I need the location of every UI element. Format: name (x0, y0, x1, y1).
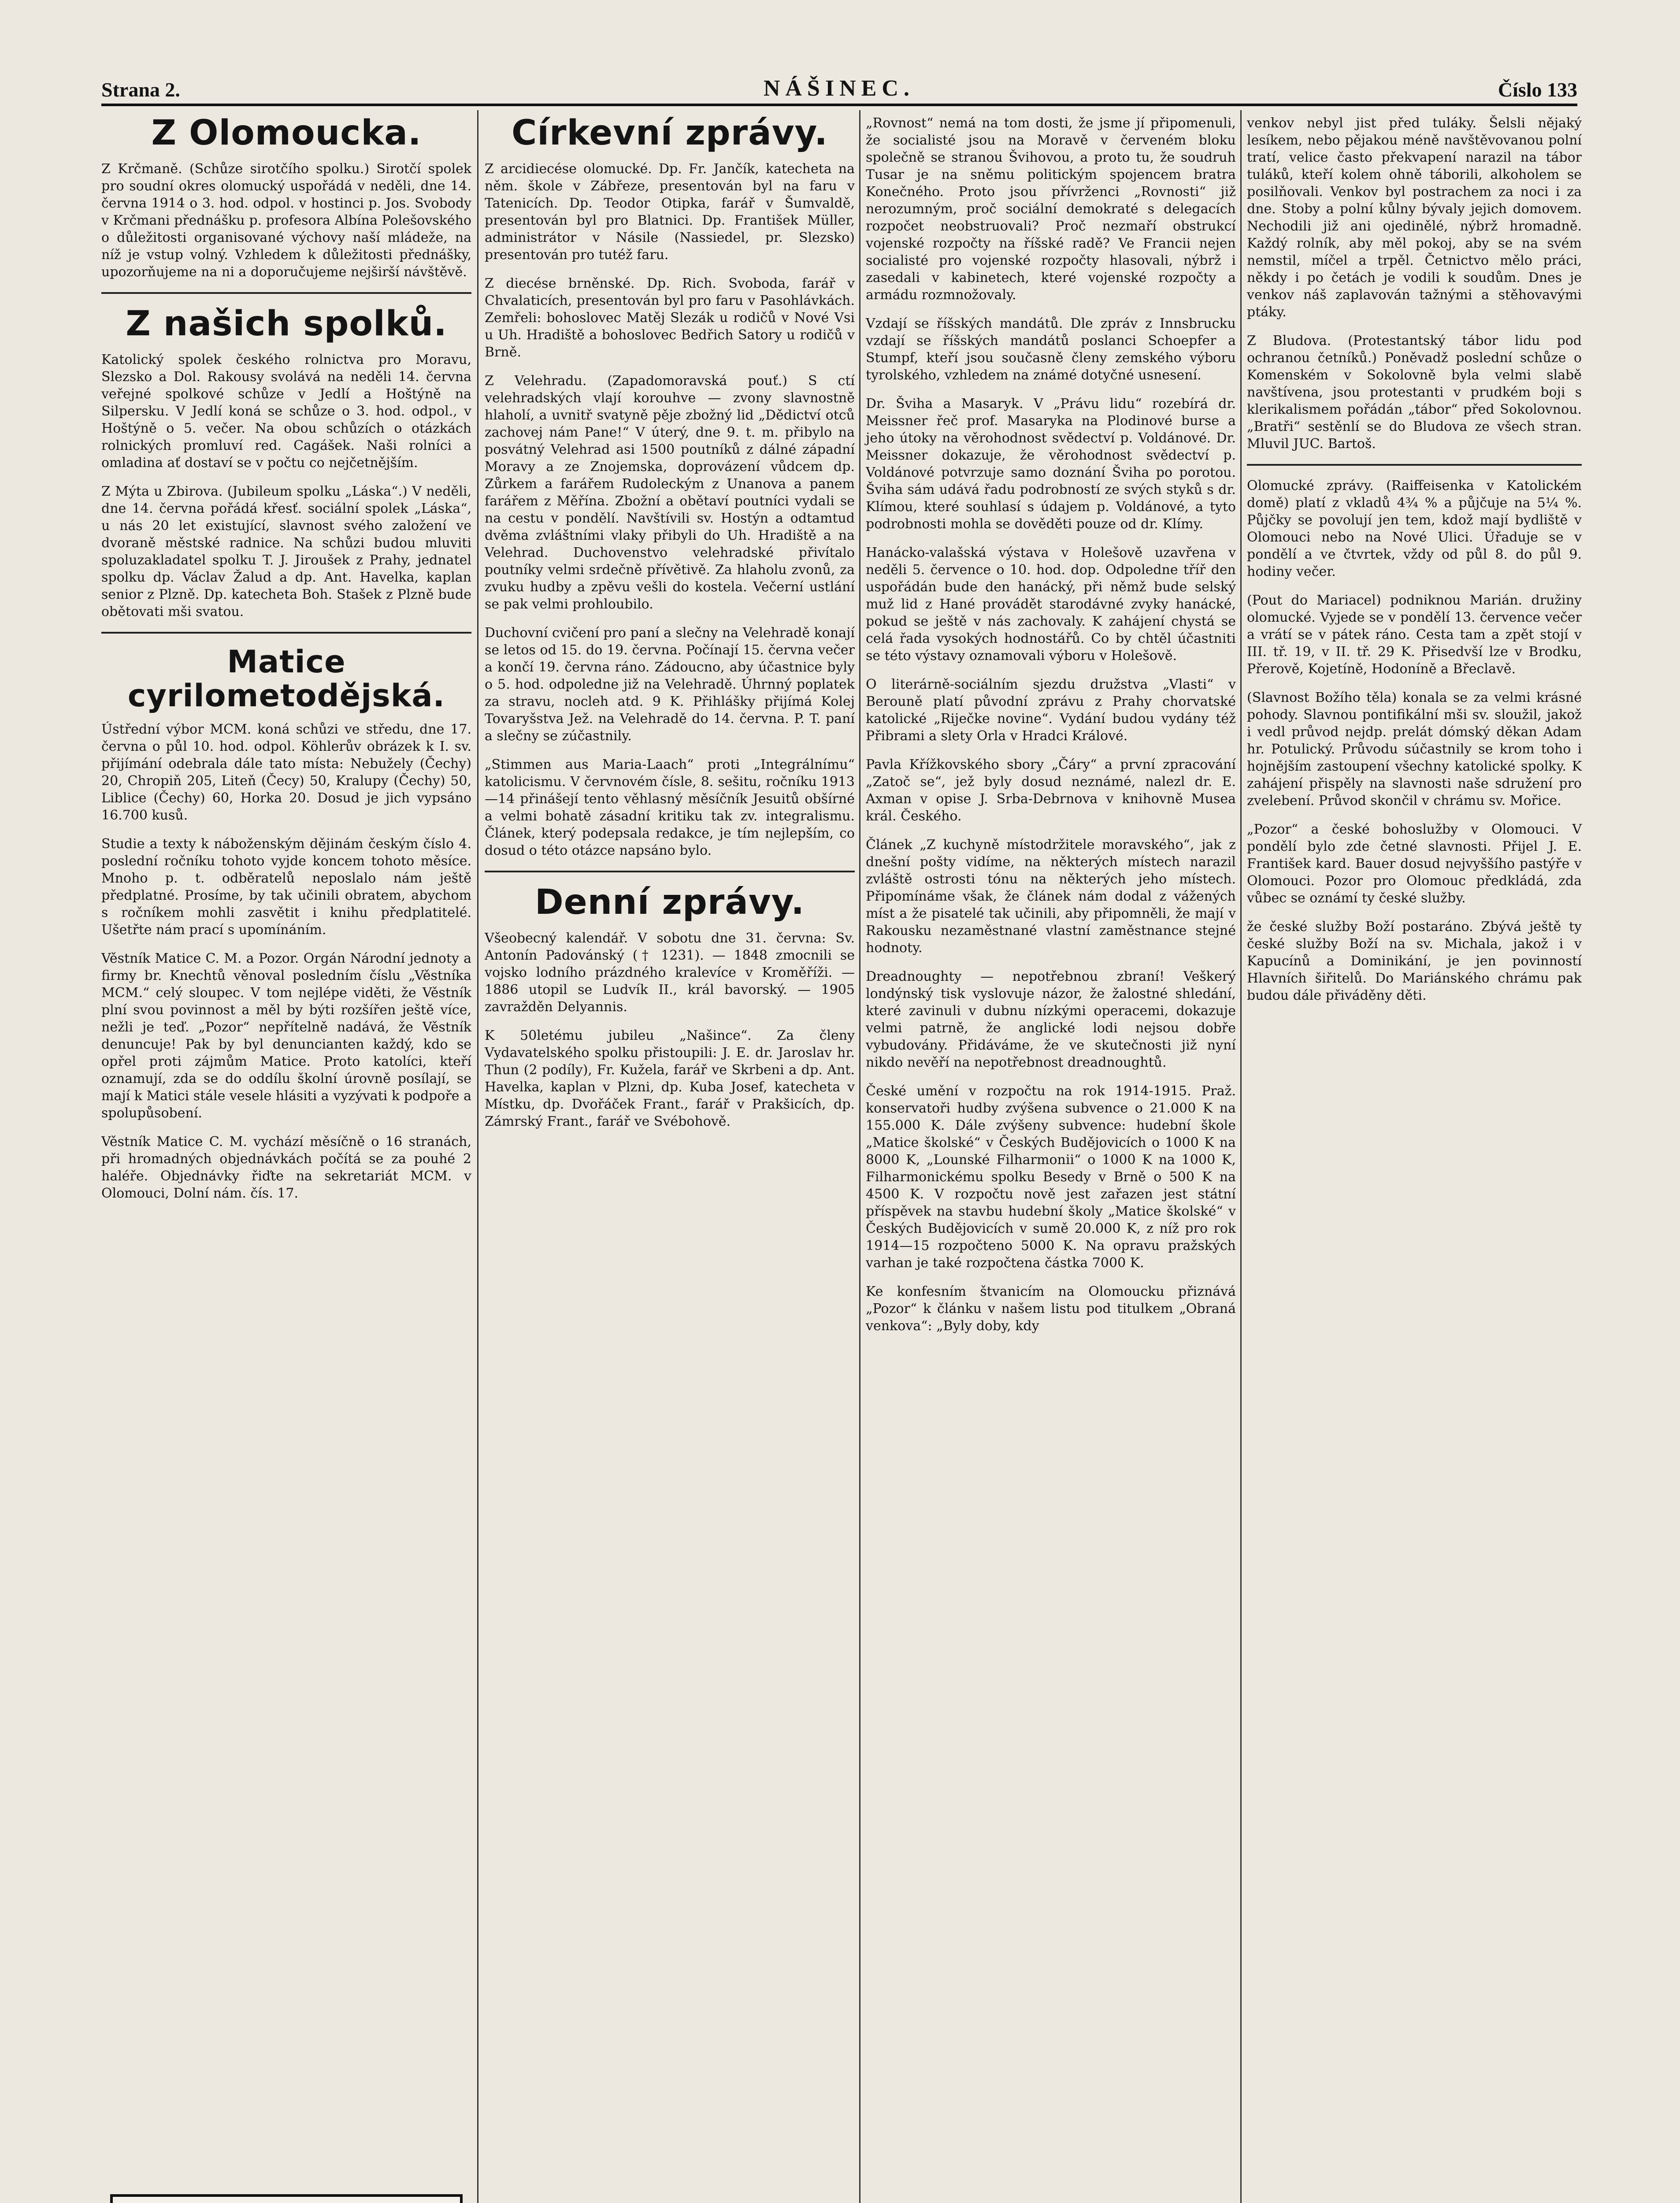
article-pout-mariacel: (Pout do Mariacel) podniknou Marián. družiny olomucké. Vyjede se v pondělí 13. července večer a vrátí se v pátek ráno. Cesta tam a zpět stojí v III. tř. 19, v II. tř. 29 K. Přisedvší lze v Brodku, Přerově, Kojetíně, Hodoníně a Břeclavě. (1247, 593, 1582, 677)
article-mandaty: Vzdají se říšských mandátů. Dle zpráv z Innsbrucku vzdají se říšských mandátů poslanci Schoepfer a Stumpf, kteří jsou současně členy zemského výboru tyrolského, vzhledem na známé dotyčné usnesení. (866, 316, 1236, 383)
article-sviha-masaryk: Dr. Šviha a Masaryk. V „Právu lidu“ rozebírá dr. Meissner řeč prof. Masaryka na Plodinové burse a jeho útoky na věrohodnost svědectví p. Voldánové. Dr. Meissner dokazuje, že věrohodnost svědectví p. Voldánové potvrzuje samo doznání Šviha po porotou. Šviha sám udává řadu podrobností ze svých styků s dr. Klímou, které souhlasí s údajem p. Voldánové, a tyto podrobnosti mohla se dověděti pouze od dr. Klímy. (866, 396, 1236, 532)
column-3 (866, 115, 1236, 1346)
headline-matice: Matice cyrilometodějská. (127, 643, 445, 714)
section-rule (101, 632, 471, 634)
article-ceske-umeni: České umění v rozpočtu na rok 1914-1915. Praž. konservatoři hudby zvýšena subvence o 21.000 K na 155.000 K. Dále zvýšeny subvence: hudební škole „Matice školské“ v Českých Budějovicích o 1000 K na 8000 K, „Lounské Filharmonii“ o 1000 K na 1000 K, Filharmonickému spolku Besedy v Brně o 500 K na 4500 K. V rozpočtu nově jest zařazen jest státní příspěvek na stavbu hudební školy „Matice školské“ v Českých Budějovicích v sumě 20.000 K, z níž pro rok 1914—15 rozpočteno 5000 K. Na opravu pražských varhan je také rozpočtena částka 7000 K. (866, 1083, 1236, 1271)
article-studie-texty: Studie a texty k náboženským dějinám českým číslo 4. poslední ročníku tohoto vyjde koncem tohoto měsíce. Mnoho p. t. odběratelů neposlalo nám ještě předplatné. Prosíme, by tak učinili obratem, abychom s ročníkem mohli zasvětit i knihu předplatitelé. Ušetřte nám prací s upomínáním. (101, 836, 471, 938)
header-rule (101, 104, 1577, 106)
section-rule (101, 292, 471, 294)
bank-advertisement (110, 2194, 463, 2203)
headline-z-nasich-spolku: Z našich spolků. (126, 304, 447, 344)
article-krcmane: Z Krčmaně. (Schůze sirotčího spolku.) Sirotčí spolek pro soudní okres olomucký uspořádá v neděli, dne 14. června 1914 o 3. hod. odpol. v hostinci p. Jos. Svobody v Krčmani přednášku p. profesora Albína Polešovského o důležitosti organisované výchovy naší mládeže, na níž je vstup volný. Vzhledem k důležitosti přednášky, upozorňujeme na ni a doporučujeme nejširší návštěvě. (101, 161, 471, 280)
page-header (101, 66, 1577, 101)
page-number: Strana 2. (101, 78, 180, 101)
section-rule (485, 871, 855, 872)
article-katolicky-spolek: Katolický spolek českého rolnictva pro Moravu, Slezsko a Dol. Rakousy svolává na neděli 14. června veřejné spolkové schůze v Jedlí a Hoštýně na Silpersku. V Jedlí koná se schůze o 3. hod. odpol., v Hoštýně o 5. večer. Na obou schůzích o otázkách rolnických promluví red. Cagášek. Naši rolníci a omladina ať dostaví se v počtu co nejčetnějším. (101, 352, 471, 471)
article-konfesni: Ke konfesním štvanicím na Olomoucku přiznává „Pozor“ k článku v našem listu pod titulkem „Obraná venkova“: „Byly doby, kdy (866, 1284, 1236, 1334)
article-ustredni-vybor: Ústřední výbor MCM. koná schůzi ve středu, dne 17. června o půl 10. hod. odpol. Köhlerův obrázek k I. sv. přijímání odebrala dále tato místa: Nebužely (Čechy) 20, Chropiň 205, Liteň (Čecy) 50, Kralupy (Čechy) 50, Liblice (Čechy) 60, Horka 20. Dosud je jich vypsáno 16.700 kusů. (101, 721, 471, 823)
column-divider (1240, 110, 1242, 2203)
column-2 (485, 115, 855, 1142)
section-rule (1247, 464, 1582, 466)
column-divider (859, 110, 860, 2203)
article-myto-zbirova: Z Mýta u Zbirova. (Jubileum spolku „Láska“.) V neděli, dne 14. června pořádá křesť. sociální spolek „Láska“, u nás 20 let existující, slavnost svého založení ve dvoraně městské radnice. Na schůzi budou mluviti spoluzakladatel spolku T. J. Jiroušek z Prahy, jednatel spolku dp. Václav Žalud a dp. Ant. Havelka, kaplan senior z Plzně. Dp. katecheta Boh. Stašek z Plzně bude obětovati mši svatou. (101, 483, 471, 619)
article-venkov: venkov nebyl jist před tuláky. Šelsli nějaký lesíkem, nebo pějakou méně navštěvovanou polní tratí, velice často překvapení narazil na tábor tuláků, kteří kolem ohně táborili, alkoholem se posilňovali. Venkov byl postrachem za noci i za dne. Stoby a polní kůlny bývaly jejich domovem. Nechodili již ani ojedinělé, nýbrž hromadně. Každý rolník, aby měl pokoj, aby se na svém nemstil, míčel a trpěl. Četnictvo mělo práci, někdy i po četách je vodili k soudům. Dnes je venkov náš zaplavován tažnými a stěhovavými ptáky. (1247, 115, 1582, 320)
column-1 (101, 115, 471, 1213)
article-stimmen: „Stimmen aus Maria-Laach“ proti „Integrálnímu“ katolicismu. V červnovém čísle, 8. sešitu, ročníku 1913—14 přinášejí tento věhlasný měsíčník Jesuitů obšírné a velmi bohatě zásadní kritiku tak zv. integralismu. Článek, který podepsala redakce, je tím nejlepším, co dosud o této otázce napsáno bylo. (485, 757, 855, 858)
article-dreadnoughty: Dreadnoughty — nepotřebnou zbraní! Veškerý londýnský tisk vyslovuje názor, že žalostné shledání, které zavinuli v dubnu nízkými operacemi, dokazuje velmi patrně, že anglické lodi nejsou dobře vybudovány. Přidáváme, že ve skutečnosti již nyní nikdo nevěří na nepotřebnost dreadnoughtů. (866, 969, 1236, 1070)
article-krizkovsky: Pavla Křížkovského sbory „Čáry“ a první zpracování „Zatoč se“, jež byly dosud neznámé, nalezl dr. E. Axman v opise J. Srba-Debrnova v knihovně Musea král. Českého. (866, 757, 1236, 824)
article-sjezd: O literárně-sociálním sjezdu družstva „Vlasti“ v Berouně platí původní zprávu z Prahy chorvatské katolické „Riječke novine“. Vydání budou vydány též Přibrami a slety Orla v Hradci Králové. (866, 677, 1236, 744)
article-arcidiecese: Z arcidiecése olomucké. Dp. Fr. Jančík, katecheta na něm. škole v Zábřeze, presentován byl na faru v Tatenicích. Dp. Teodor Otipka, farář v Šumvaldě, presentován byl pro Blatnici. Dp. František Müller, administrátor v Násile (Nassiedel, pr. Slezsko) presentován pro tutéž faru. (485, 161, 855, 263)
article-pozor-bohosluzby: „Pozor“ a české bohoslužby v Olomouci. V pondělí bylo zde četné slavnosti. Přijel J. E. František kard. Bauer dosud nejvyššího pastýře v Olomouci. Pozor pro Olomouc předkládá, zda vůbec se oznámí ty české služby. (1247, 822, 1582, 906)
issue-number: Číslo 133 (1498, 78, 1577, 101)
headline-denni-zpravy: Denní zprávy. (534, 882, 805, 922)
column-4 (1247, 115, 1582, 1016)
article-rovnost: „Rovnost“ nemá na tom dosti, že jsme jí připomenuli, že socialisté jsou na Moravě v červeném bloku společně se stranou Švihovou, a proto tu, že soudruh Tusar je na sněmu politickým spojencem bratra Konečného. Proto jsou přívrženci „Rovnosti“ již nerozumným, proč sociální demokraté s delegacích rozpočet neobstruovali? Proč nezmaří obstrukcí vojenské rozpočty na říšské radě? Ve Francii nejen socialisté pro vojenské rozpočty hlasovali, nýbrž i zasedali v kabinetech, které vojenské rozpočty a armádu rozmnožovaly. (866, 115, 1236, 303)
article-duchovni-cviceni: Duchovní cvičení pro paní a slečny na Velehradě konají se letos od 15. do 19. června. Počínají 15. června večer a končí 19. června ráno. Zádoucno, aby účastnice byly o 5. hod. odpoledne již na Velehradě. Úhrnný poplatek za stravu, nocleh atd. 9 K. Přihlášky přijímá Kolej Tovaryšstva Jež. na Velehradě do 14. června. P. T. paní a slečny se zúčastnily. (485, 625, 855, 744)
article-olomucke-zpravy: Olomucké zprávy. (Raiffeisenka v Katolickém domě) platí z vkladů 4¾ % a půjčuje na 5¼ %. Půjčky se povolují jen tem, kdož mají bydliště v Olomouci nebo na Nové Ulici. Úřaduje se v pondělí a ve čtvrtek, vždy od půl 8. do půl 9. hodiny večer. (1247, 478, 1582, 579)
article-vestnik-pozor: Věstník Matice C. M. a Pozor. Orgán Národní jednoty a firmy br. Knechtů věnoval posledním číslu „Věstníka MCM.“ celý sloupec. V tom nejlépe viděti, že Věstník plní svou povinnost a měl by býti rozšířen ještě více, nežli je teď. „Pozor“ nepřítelně nadává, že Věstník denuncuje! Pak by byl denuncianten každý, kdo se opřel proti zájmům Matice. Proto katolíci, kteří oznamují, zda se do oddílu školní úrovně posílají, se mají k Matici stále vesele hlásiti a vyzývati k podpoře a spolupůsobení. (101, 950, 471, 1121)
article-vestnik-vychazi: Věstník Matice C. M. vychází měsíčně o 16 stranách, při hromadných objednávkách počítá se za pouhé 2 haléře. Objednávky řiďte na sekretariát MCM. v Olomouci, Dolní nám. čís. 17. (101, 1134, 471, 1201)
article-vystava: Hanácko-valašská výstava v Holešově uzavřena v neděli 5. července o 10. hod. dop. Odpoledne tříř den uspořádán bude den hanácký, při němž bude selský muž lid z Hané provádět starodávné zvyky hanácké, pokud se ještě v nás zachovaly. K zahájení chystá se celá řada vysokých hodnostářů. Co by chtěl účastniti se této výstavy oznamovali výboru v Holešově. (866, 545, 1236, 664)
column-divider (477, 110, 478, 2203)
article-jubileum: K 50letému jubileu „Našince“. Za členy Vydavatelského spolku přistoupili: J. E. dr. Jaroslav hr. Thun (2 podíly), Fr. Kužela, farář ve Skrbeni a dp. Ant. Havelka, kaplan v Plzni, dp. Kuba Josef, katecheta v Místku, dp. Dvořáček Frant., farář v Prakšicích, dp. Zámrský Frant., farář ve Svébohově. (485, 1027, 855, 1129)
article-sluzby-bozi: že české služby Boží postaráno. Zbývá ještě ty české služby Boží na sv. Michala, jakož i v Kapucínů a Dominikání, je jen povinností Hlavních šiřitelů. Do Mariánského chrámu pak budou dále přiváděny děti. (1247, 919, 1582, 1003)
headline-cirkevni-zpravy: Církevní zprávy. (512, 113, 828, 153)
masthead-title: NÁŠINEC. (763, 76, 915, 101)
article-kuchyne: Článek „Z kuchyně místodržitele moravského“, jak z dnešní pošty vidíme, na některých místech narazil zvláště ostrosti tónu na některých jeho místech. Připomínáme však, že článek nám dodal z vážených míst a že pisatelé tak učinili, aby připomněli, že mají v Rakousku nezaměstnané vlastní zaměstnance stejné hodnoty. (866, 837, 1236, 956)
article-velehrad: Z Velehradu. (Zapadomoravská pouť.) S ctí velehradských vlají korouhve — zvony slavnostně hlaholí, a uvnitř svatyně pěje zbožný lid „Dědictví otců zachovej nám Pane!“ V úterý, dne 9. t. m. přibylo na posvátný Velehrad asi 1500 poutníků z dálné západní Moravy a ze Znojemska, doprovázení vůdcem dp. Zůrkem a farářem Rudoleckým z Unanova a panem farářem z Měřína. Zbožní a obětaví poutníci vydali se na cestu v pondělí. Navštívili sv. Hostýn a odtamtud dvěma zvláštními vlaky přibyli do Uh. Hradiště a na Velehrad. Duchovenstvo velehradské přivítalo poutníky velmi srdečně přívětivě. Za hlaholu zvonů, za zvuku hudby a zpěvu vešli do kostela. Večerní ustlání se pak velmi prohloubilo. (485, 373, 855, 612)
article-kalendar: Všeobecný kalendář. V sobotu dne 31. června: Sv. Antonín Padovánský († 1231). — 1848 zmocnili se vojsko lodního prázdného kralevíce v Kroměříži. — 1886 utopil se Ludvík II., král bavorský. — 1905 zavražděn Delyannis. (485, 930, 855, 1015)
article-diecese-brnenska: Z diecése brněnské. Dp. Rich. Svoboda, farář v Chvalaticích, presentován byl pro faru v Pasohlávkách. Zemřeli: bohoslovec Matěj Slezák u rodičů v Nové Vsi u Uh. Hradiště a bohoslovec Bedřich Satory u rodičů v Brně. (485, 275, 855, 360)
article-bludov: Z Bludova. (Protestantský tábor lidu pod ochranou četníků.) Poněvadž poslední schůze o Komenském v Sokolovně byla velmi slabě navštívena, jsou protestanti v prudkém boji s klerikalismem pořádán „tábor“ před Sokolovnou. „Bratři“ sestěnlí se do Bludova ze všech stran. Mluvil JUC. Bartoš. (1247, 333, 1582, 452)
article-bozi-telo: (Slavnost Božího těla) konala se za velmi krásné pohody. Slavnou pontifikální mši sv. sloužil, jakož i vedl průvod nejdp. prelát dómský děkan Adam hr. Potulický. Průvodu súčastnily se krom toho i hojnějším zastoupení všechny katolické spolky. K zahájení přispěly na slavnosti naše sdružení pro zvelebení. Průvod skončil v chrámu sv. Mořice. (1247, 690, 1582, 809)
headline-z-olomoucka: Z Olomoucka. (151, 113, 422, 153)
